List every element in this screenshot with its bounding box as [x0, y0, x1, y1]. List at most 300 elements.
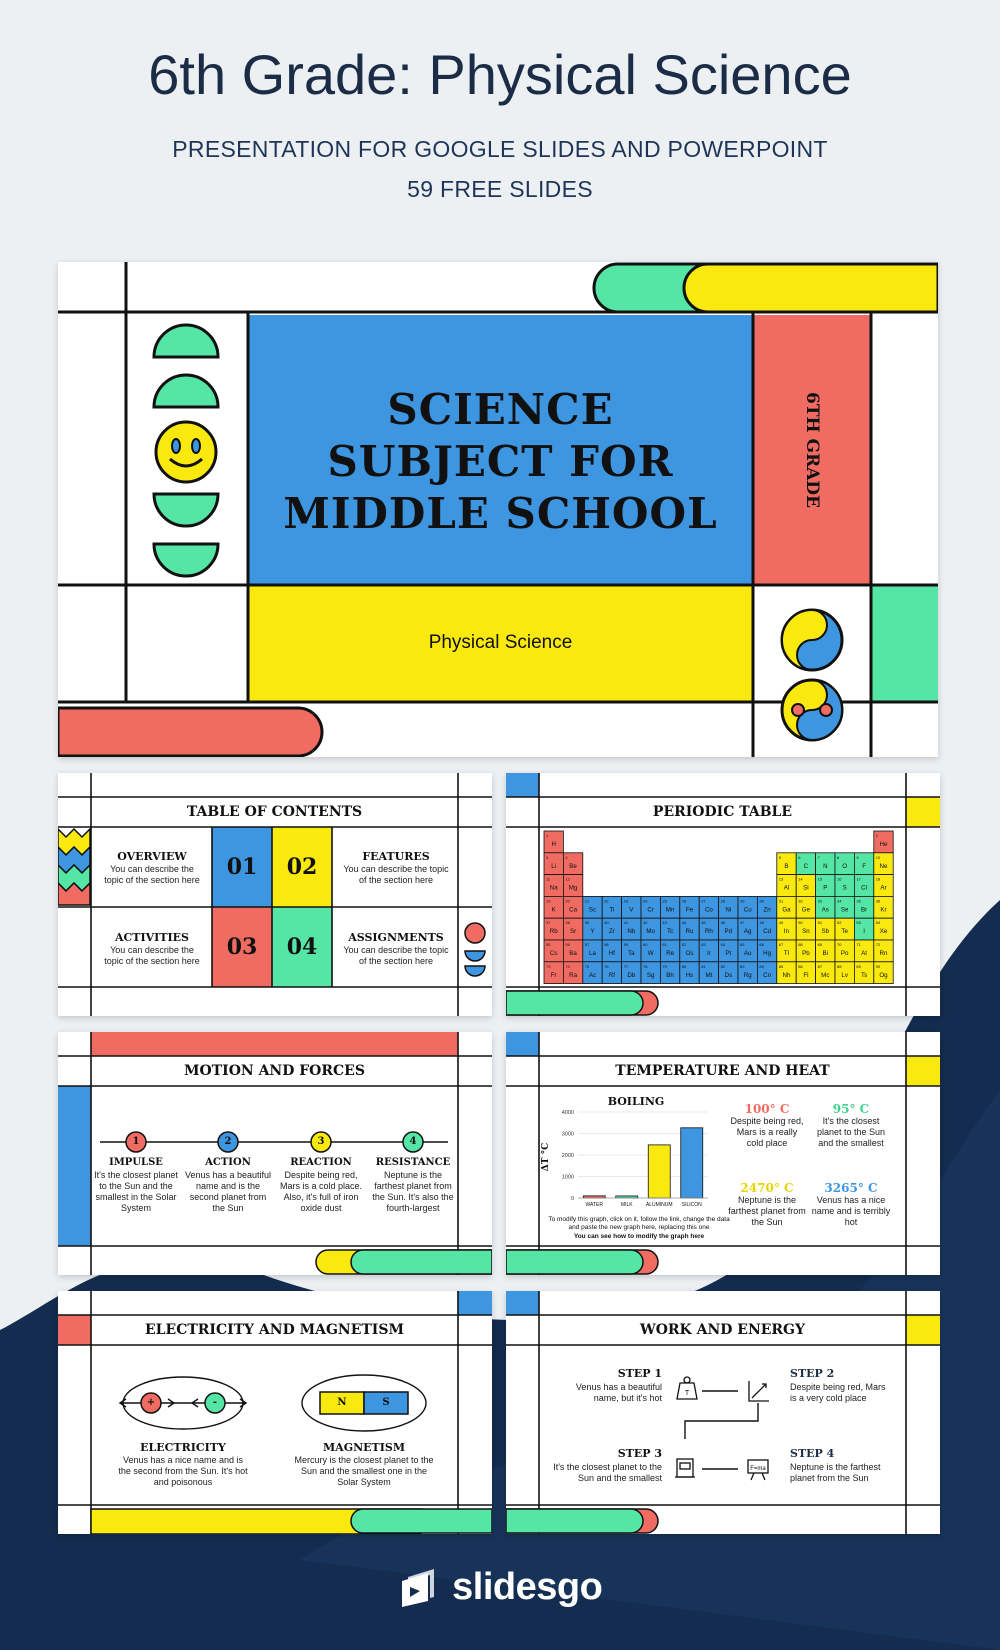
svg-text:Pt: Pt — [725, 950, 732, 957]
element-cell — [816, 896, 835, 918]
element-cell — [777, 940, 796, 962]
svg-text:18: 18 — [875, 876, 881, 882]
svg-text:Bh: Bh — [666, 971, 674, 979]
svg-text:Ar: Ar — [880, 884, 887, 892]
toc-section-desc: You can describe the topic of the section here — [104, 864, 200, 885]
svg-text:68: 68 — [798, 942, 803, 947]
chart-note: To modify this graph, click on it, follow the link, change the data and paste the new graph here, replacing this one — [548, 1216, 730, 1231]
chart-category-label: WATER — [585, 1202, 603, 1208]
magnetism-item-desc: Mercury is the closest planet to the Sun and the smallest one in the Solar System — [294, 1455, 434, 1487]
svg-text:5: 5 — [778, 854, 782, 860]
svg-text:55: 55 — [546, 942, 551, 947]
motion-step-desc: Venus has a beautiful name and is the second planet from the Sun — [184, 1170, 272, 1213]
svg-text:28: 28 — [720, 898, 726, 904]
svg-text:79: 79 — [662, 963, 667, 969]
stat-desc: Despite being red, Mars is a really cold place — [730, 1116, 804, 1148]
svg-text:90: 90 — [875, 963, 881, 969]
element-cell — [563, 962, 582, 984]
chart-ytick-label: 3000 — [561, 1131, 574, 1138]
svg-text:42: 42 — [643, 920, 648, 926]
svg-text:15: 15 — [817, 876, 823, 882]
element-cell — [874, 940, 893, 962]
svg-text:Rg: Rg — [743, 971, 752, 979]
svg-text:47: 47 — [740, 920, 745, 926]
svg-text:51: 51 — [817, 920, 823, 926]
element-cell — [680, 962, 699, 984]
svg-text:43: 43 — [662, 920, 667, 926]
svg-text:Pd: Pd — [724, 928, 733, 936]
svg-text:Ti: Ti — [609, 906, 615, 914]
element-cell — [622, 918, 641, 940]
svg-text:26: 26 — [681, 898, 687, 904]
page-subtitle-line2: 59 FREE SLIDES — [407, 176, 593, 202]
element-cell — [699, 896, 718, 918]
svg-text:Ge: Ge — [801, 906, 811, 914]
motion-step-title: RESISTANCE — [375, 1157, 451, 1168]
work-step-title: STEP 4 — [790, 1447, 835, 1460]
svg-text:63: 63 — [701, 942, 706, 947]
svg-text:67: 67 — [778, 942, 784, 947]
magnetism-item-title: MAGNETISM — [323, 1441, 405, 1454]
element-cell — [757, 896, 776, 918]
element-cell — [563, 853, 582, 875]
stat-value: 2470° C — [740, 1181, 794, 1195]
element-cell — [854, 853, 873, 875]
toc-section-desc: You can describe the topic of the section here — [104, 945, 200, 966]
svg-text:Fr: Fr — [550, 971, 557, 979]
chart-ytick-label: 1000 — [561, 1174, 574, 1181]
svg-text:54: 54 — [875, 920, 881, 926]
element-cell — [622, 940, 641, 962]
svg-text:Ag: Ag — [743, 928, 752, 936]
element-cell — [563, 918, 582, 940]
svg-text:Hs: Hs — [685, 971, 694, 979]
element-cell — [835, 940, 854, 962]
element-cell — [777, 918, 796, 940]
svg-text:K: K — [551, 906, 556, 914]
toc-section-title-activities: ACTIVITIES — [115, 931, 189, 944]
svg-text:Nb: Nb — [627, 928, 636, 936]
svg-text:20: 20 — [565, 898, 570, 904]
svg-text:F: F — [862, 862, 866, 870]
element-cell — [699, 918, 718, 940]
svg-text:Ds: Ds — [724, 971, 733, 979]
toc-number-02: 02 — [286, 854, 318, 880]
svg-text:Zr: Zr — [608, 928, 615, 936]
element-cell — [641, 940, 660, 962]
svg-text:Re: Re — [666, 950, 675, 957]
svg-text:Y: Y — [590, 928, 595, 936]
element-cell — [874, 875, 893, 897]
chart-ytick-label: 0 — [570, 1196, 574, 1202]
svg-text:30: 30 — [759, 898, 764, 904]
toc-section-desc: You can describe the topic of the section here — [343, 864, 449, 885]
svg-text:35: 35 — [856, 898, 861, 904]
svg-text:22: 22 — [604, 898, 609, 904]
svg-text:23: 23 — [623, 898, 629, 904]
stat-value: 3265° C — [824, 1181, 878, 1195]
electricity-title: ELECTRICITY AND MAGNETISM — [145, 1322, 404, 1338]
svg-text:Ba: Ba — [569, 950, 577, 957]
toc-section-desc: You can describe the topic of the section here — [343, 945, 449, 966]
element-cell — [719, 896, 738, 918]
element-cell — [660, 962, 679, 984]
svg-text:Xe: Xe — [879, 928, 888, 936]
svg-text:Db: Db — [627, 971, 636, 979]
svg-text:At: At — [861, 950, 868, 957]
svg-text:N: N — [823, 862, 828, 870]
element-cell — [719, 940, 738, 962]
element-cell — [641, 918, 660, 940]
svg-text:57: 57 — [584, 942, 590, 947]
toc-number-03: 03 — [226, 934, 258, 960]
svg-text:14: 14 — [798, 876, 803, 882]
cover-title-line3: MIDDLE SCHOOL — [283, 489, 718, 538]
svg-text:73: 73 — [546, 963, 551, 969]
element-cell — [719, 962, 738, 984]
chart-category-label: SILICON — [681, 1202, 702, 1208]
north-pole: N — [337, 1397, 347, 1408]
svg-text:Tc: Tc — [667, 928, 674, 936]
work-energy-slide[interactable] — [506, 1291, 940, 1534]
svg-text:2: 2 — [875, 833, 879, 838]
svg-text:Si: Si — [803, 884, 809, 892]
svg-text:Li: Li — [551, 862, 557, 870]
motion-step-desc: Despite being red, Mars is a cold place. Also, it's full of iron oxide dust — [279, 1170, 363, 1213]
plus-charge: + — [146, 1397, 156, 1408]
svg-text:Ac: Ac — [588, 971, 597, 979]
chart-category-label: MILK — [620, 1202, 633, 1208]
svg-text:58: 58 — [604, 942, 609, 947]
graph-icon — [749, 1381, 769, 1401]
svg-text:45: 45 — [701, 920, 706, 926]
svg-text:O: O — [842, 862, 848, 870]
svg-text:60: 60 — [643, 942, 648, 947]
svg-text:72: 72 — [875, 942, 881, 947]
temperature-heat-slide[interactable] — [506, 1032, 940, 1275]
element-cell — [816, 875, 835, 897]
svg-text:H: H — [551, 841, 556, 848]
svg-text:59: 59 — [623, 942, 629, 947]
element-cell — [738, 962, 757, 984]
svg-text:Be: Be — [569, 862, 577, 870]
svg-text:71: 71 — [856, 942, 861, 947]
svg-text:41: 41 — [623, 920, 629, 926]
electricity-item-title: ELECTRICITY — [140, 1441, 226, 1454]
svg-text:62: 62 — [681, 942, 687, 947]
element-cell — [835, 853, 854, 875]
svg-text:1: 1 — [546, 833, 549, 838]
cover-grade-label: 6TH GRADE — [802, 392, 822, 508]
toc-section-title-overview: OVERVIEW — [117, 850, 187, 863]
svg-text:W: W — [647, 950, 654, 957]
chart-category-label: ALUMINUM — [645, 1202, 673, 1208]
element-cell — [544, 962, 563, 984]
stat-value: 100° C — [744, 1102, 790, 1116]
element-cell — [544, 940, 563, 962]
machine-icon — [675, 1459, 695, 1477]
periodic-table-slide[interactable] — [506, 773, 940, 1016]
work-step-title: STEP 3 — [617, 1447, 662, 1460]
formula-board-icon — [748, 1460, 768, 1480]
stat-value: 95° C — [832, 1102, 870, 1116]
smiley-face-icon — [153, 419, 219, 485]
svg-text:50: 50 — [798, 920, 803, 926]
chart-bar — [648, 1145, 670, 1198]
svg-text:27: 27 — [701, 898, 706, 904]
svg-text:8: 8 — [837, 854, 840, 860]
toc-section-title-features: FEATURES — [362, 850, 430, 863]
svg-text:Sr: Sr — [570, 928, 577, 936]
element-cell — [583, 940, 602, 962]
toc-slide[interactable] — [58, 773, 492, 1016]
zigzag-decoration — [58, 829, 90, 905]
svg-text:Br: Br — [861, 906, 868, 914]
element-cell — [757, 940, 776, 962]
element-cell — [563, 896, 582, 918]
element-cell — [835, 875, 854, 897]
slidesgo-logo[interactable] — [0, 1566, 1000, 1609]
element-cell — [544, 896, 563, 918]
element-cell — [583, 896, 602, 918]
toc-section-title-assignments: ASSIGNMENTS — [348, 931, 444, 944]
element-cell — [680, 940, 699, 962]
svg-text:Lv: Lv — [841, 971, 848, 979]
svg-text:Kr: Kr — [880, 906, 887, 914]
svg-text:La: La — [589, 950, 596, 957]
svg-text:Ne: Ne — [879, 862, 888, 870]
svg-text:Cd: Cd — [763, 928, 772, 936]
element-cell — [874, 896, 893, 918]
svg-text:Ca: Ca — [569, 906, 578, 914]
element-cell — [796, 896, 815, 918]
element-cell — [854, 962, 873, 984]
svg-text:19: 19 — [546, 898, 551, 904]
chart-ylabel: ΔT °C — [541, 1142, 551, 1172]
svg-text:36: 36 — [875, 898, 881, 904]
element-cell — [854, 940, 873, 962]
svg-text:81: 81 — [701, 963, 706, 969]
element-cell — [660, 940, 679, 962]
element-cell — [874, 918, 893, 940]
yin-yang-icon — [778, 606, 846, 674]
element-cell — [854, 875, 873, 897]
element-cell — [796, 918, 815, 940]
svg-text:Og: Og — [879, 971, 888, 979]
svg-text:V: V — [629, 906, 634, 914]
svg-text:Rb: Rb — [549, 928, 558, 936]
svg-text:Mo: Mo — [646, 928, 656, 936]
svg-text:Rf: Rf — [608, 971, 615, 979]
toc-number-04: 04 — [286, 934, 318, 960]
motion-step-desc: Neptune is the farthest planet from the Sun. It's also the fourth-largest — [372, 1170, 454, 1213]
element-cell — [602, 962, 621, 984]
work-step-desc: It's the closest planet to the Sun and the smallest — [553, 1462, 662, 1483]
svg-text:Fl: Fl — [803, 971, 809, 979]
element-cell — [874, 853, 893, 875]
svg-text:64: 64 — [720, 942, 726, 947]
element-cell — [583, 918, 602, 940]
chart-ytick-label: 2000 — [561, 1153, 574, 1159]
svg-text:Cr: Cr — [647, 906, 654, 914]
svg-text:Al: Al — [783, 884, 790, 892]
svg-text:85: 85 — [778, 963, 784, 969]
element-cell — [660, 896, 679, 918]
svg-text:61: 61 — [662, 942, 667, 947]
svg-text:Ga: Ga — [782, 906, 791, 914]
svg-text:25: 25 — [662, 898, 667, 904]
cover-title-line1: SCIENCE — [387, 385, 614, 434]
element-cell — [854, 918, 873, 940]
svg-text:Ni: Ni — [725, 906, 732, 914]
svg-text:Ts: Ts — [861, 971, 868, 979]
element-cell — [680, 918, 699, 940]
page-title: 6th Grade: Physical Science — [148, 43, 852, 106]
svg-text:29: 29 — [740, 898, 745, 904]
svg-text:Sg: Sg — [646, 971, 655, 979]
chart-note-link[interactable]: You can see how to modify the graph here — [573, 1233, 705, 1240]
svg-text:F=ma: F=ma — [750, 1466, 766, 1472]
svg-text:Cn: Cn — [763, 971, 772, 979]
element-cell — [816, 962, 835, 984]
svg-text:Cl: Cl — [861, 884, 868, 892]
element-cell — [854, 896, 873, 918]
element-cell — [777, 896, 796, 918]
work-step-desc: Neptune is the farthest planet from the Sun — [790, 1462, 881, 1483]
motion-step-title: IMPULSE — [109, 1157, 163, 1168]
svg-text:76: 76 — [604, 963, 609, 969]
svg-text:B: B — [784, 862, 789, 870]
stat-desc: Neptune is the farthest planet from the Sun — [728, 1195, 806, 1227]
page-subtitle-line1: PRESENTATION FOR GOOGLE SLIDES AND POWERPOINT — [172, 136, 828, 162]
element-cell — [835, 918, 854, 940]
svg-text:P: P — [823, 884, 828, 892]
svg-text:16: 16 — [837, 876, 842, 882]
svg-text:Nh: Nh — [782, 971, 791, 979]
svg-text:46: 46 — [720, 920, 726, 926]
chart-ytick-label: 4000 — [561, 1110, 574, 1116]
svg-text:Zn: Zn — [763, 906, 771, 914]
svg-text:Mg: Mg — [568, 884, 578, 892]
svg-text:As: As — [821, 906, 829, 914]
element-cell — [699, 962, 718, 984]
element-cell — [660, 918, 679, 940]
svg-text:Sc: Sc — [588, 906, 597, 914]
work-step-desc: Despite being red, Mars is a very cold place — [790, 1382, 886, 1403]
svg-text:I: I — [863, 928, 865, 936]
toc-title: TABLE OF CONTENTS — [186, 804, 363, 820]
svg-text:Na: Na — [549, 884, 558, 892]
element-cell — [796, 875, 815, 897]
svg-text:44: 44 — [681, 920, 687, 926]
motion-step-title: REACTION — [290, 1157, 352, 1168]
svg-text:17: 17 — [856, 876, 861, 882]
element-cell — [777, 962, 796, 984]
svg-text:Te: Te — [841, 928, 848, 936]
element-cell — [816, 853, 835, 875]
element-cell — [874, 962, 893, 984]
element-cell — [777, 875, 796, 897]
svg-text:84: 84 — [759, 963, 764, 969]
svg-text:7: 7 — [817, 854, 820, 860]
periodic-table-grid — [544, 831, 893, 984]
svg-text:Se: Se — [840, 906, 849, 914]
element-cell — [602, 918, 621, 940]
svg-text:86: 86 — [798, 963, 803, 969]
svg-text:In: In — [783, 928, 790, 936]
svg-text:6: 6 — [798, 854, 801, 860]
element-cell — [544, 875, 563, 897]
svg-text:Fe: Fe — [685, 906, 694, 914]
svg-text:34: 34 — [837, 898, 842, 904]
step-number-2: 2 — [224, 1136, 232, 1147]
svg-text:37: 37 — [546, 920, 551, 926]
svg-text:Co: Co — [704, 906, 713, 914]
element-cell — [835, 962, 854, 984]
cover-slide[interactable] — [58, 262, 938, 757]
element-cell — [563, 875, 582, 897]
electricity-magnetism-slide[interactable] — [58, 1291, 492, 1534]
element-cell — [641, 896, 660, 918]
svg-text:48: 48 — [759, 920, 764, 926]
svg-text:74: 74 — [565, 963, 570, 969]
svg-text:77: 77 — [623, 963, 629, 969]
svg-text:Ru: Ru — [685, 928, 694, 936]
svg-text:88: 88 — [837, 963, 842, 969]
svg-text:78: 78 — [643, 963, 648, 969]
motion-step-title: ACTION — [205, 1157, 251, 1168]
svg-text:53: 53 — [856, 920, 861, 926]
work-step-title: STEP 1 — [617, 1367, 662, 1380]
svg-text:11: 11 — [546, 876, 551, 882]
svg-text:Hf: Hf — [608, 950, 615, 957]
slidesgo-logo-text: slidesgo — [452, 1566, 603, 1608]
motion-step-desc: It's the closest planet to the Sun and the smallest in the Solar System — [94, 1170, 178, 1213]
cover-title-line2: SUBJECT FOR — [327, 437, 674, 486]
svg-text:21: 21 — [584, 898, 590, 904]
stat-desc: It's the closest planet to the Sun and the smallest — [816, 1116, 886, 1148]
svg-text:He: He — [879, 841, 888, 848]
svg-text:Mc: Mc — [821, 971, 830, 979]
chart-bar — [681, 1128, 703, 1198]
svg-text:Tl: Tl — [783, 950, 790, 957]
element-cell — [719, 918, 738, 940]
svg-text:75: 75 — [584, 963, 590, 969]
svg-text:Rh: Rh — [704, 928, 713, 936]
south-pole: S — [382, 1397, 390, 1408]
weight-icon — [677, 1377, 697, 1399]
svg-text:69: 69 — [817, 942, 823, 947]
element-cell — [874, 831, 893, 853]
svg-text:Ra: Ra — [569, 971, 578, 979]
element-cell — [835, 896, 854, 918]
boiling-bar-chart — [562, 1110, 708, 1208]
svg-text:38: 38 — [565, 920, 570, 926]
svg-text:T: T — [684, 1390, 690, 1397]
element-cell — [544, 853, 563, 875]
element-cell — [738, 918, 757, 940]
svg-text:31: 31 — [778, 898, 784, 904]
step-number-3: 3 — [317, 1136, 325, 1147]
element-cell — [602, 940, 621, 962]
chart-title: BOILING — [607, 1095, 665, 1108]
svg-text:49: 49 — [778, 920, 784, 926]
element-cell — [641, 962, 660, 984]
slidesgo-logo-icon — [398, 1567, 440, 1609]
svg-text:56: 56 — [565, 942, 570, 947]
svg-text:Hg: Hg — [763, 950, 772, 957]
motion-forces-slide[interactable] — [58, 1032, 492, 1275]
